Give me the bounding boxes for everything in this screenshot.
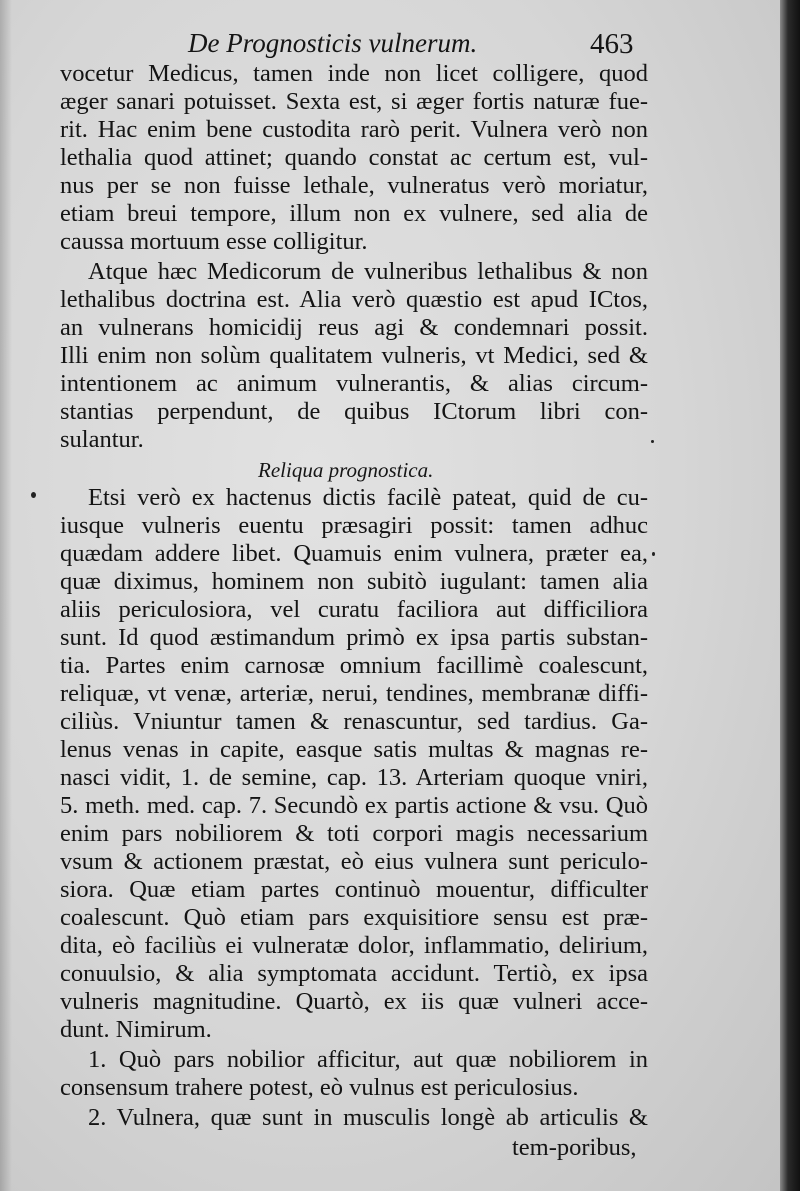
text-line: 2. Vulnera, quæ sunt in musculis longè ab articulis & — [88, 1104, 648, 1131]
text-line: 5. meth. med. cap. 7. Secundò ex partis actione & vsu. Quò — [60, 792, 648, 819]
running-title: De Prognosticis vulnerum. — [188, 28, 478, 58]
text-line: an vulnerans homicidij reus agi & condemnari possit. — [60, 314, 648, 341]
page-number: 463 — [590, 28, 634, 60]
text-line: nus per se non fuisse lethale, vulneratus verò moriatur, — [60, 172, 648, 199]
text-line: stantias perpendunt, de quibus ICtorum libri con- — [60, 398, 648, 425]
gutter-shadow — [0, 0, 12, 1191]
text-line: siora. Quæ etiam partes continuò mouentur, difficulter — [60, 876, 648, 903]
text-line: coalescunt. Quò etiam pars exquisitiore sensu est præ- — [60, 904, 648, 931]
section-subheading: Reliqua prognostica. — [258, 458, 434, 482]
text-line: etiam breui tempore, illum non ex vulnere, sed alia de — [60, 200, 648, 227]
text-line: iusque vulneris euentu præsagiri possit: tamen adhuc — [60, 512, 648, 539]
ink-speck — [651, 440, 654, 443]
catchword: tem-poribus, — [512, 1134, 637, 1161]
text-line: quæ diximus, hominem non subitò iugulant: tamen alia — [60, 568, 648, 595]
text-line: Etsi verò ex hactenus dictis facilè pateat, quid de cu- — [88, 484, 648, 511]
page-edge-shadow — [780, 0, 800, 1191]
text-line: caussa mortuum esse colligitur. — [60, 228, 368, 255]
text-line: vsum & actionem præstat, eò eius vulnera sunt periculo- — [60, 848, 648, 875]
text-line: rit. Hac enim bene custodita rarò perit. Vulnera verò non — [60, 116, 648, 143]
ink-speck — [652, 552, 655, 556]
text-line: 1. Quò pars nobilior afficitur, aut quæ nobiliorem in — [88, 1046, 648, 1073]
text-line: Illi enim non solùm qualitatem vulneris, vt Medici, sed & — [60, 342, 648, 369]
text-line: æger sanari potuisset. Sexta est, si æger fortis naturæ fue- — [60, 88, 648, 115]
text-line: sulantur. — [60, 426, 144, 453]
text-line: aliis periculosiora, vel curatu faciliora aut difficiliora — [60, 596, 648, 623]
ink-speck — [31, 492, 36, 498]
page-header — [60, 28, 660, 64]
text-line: consensum trahere potest, eò vulnus est periculosius. — [60, 1074, 579, 1101]
text-line: lenus venas in capite, easque satis multas & magnas re- — [60, 736, 648, 763]
text-line: vocetur Medicus, tamen inde non licet colligere, quod — [60, 60, 648, 87]
text-line: intentionem ac animum vulnerantis, & alias circum- — [60, 370, 648, 397]
text-line: enim pars nobiliorem & toti corpori magis necessarium — [60, 820, 648, 847]
text-line: lethalibus doctrina est. Alia verò quæstio est apud ICtos, — [60, 286, 648, 313]
text-line: conuulsio, & alia symptomata accidunt. Tertiò, ex ipsa — [60, 960, 648, 987]
text-line: quædam addere libet. Quamuis enim vulnera, præter ea, — [60, 540, 648, 567]
text-line: ciliùs. Vniuntur tamen & renascuntur, sed tardius. Ga- — [60, 708, 648, 735]
text-line: nasci vidit, 1. de semine, cap. 13. Arteriam quoque vniri, — [60, 764, 648, 791]
text-line: vulneris magnitudine. Quartò, ex iis quæ vulneri acce- — [60, 988, 648, 1015]
text-line: Atque hæc Medicorum de vulneribus lethalibus & non — [88, 258, 648, 285]
text-line: dita, eò faciliùs ei vulneratæ dolor, inflammatio, delirium, — [60, 932, 648, 959]
text-line: reliquæ, vt venæ, arteriæ, nerui, tendines, membranæ diffi- — [60, 680, 648, 707]
text-line: lethalia quod attinet; quando constat ac certum est, vul- — [60, 144, 648, 171]
text-line: tia. Partes enim carnosæ omnium facillimè coalescunt, — [60, 652, 648, 679]
text-line: dunt. Nimirum. — [60, 1016, 212, 1043]
text-line: sunt. Id quod æstimandum primò ex ipsa partis substan- — [60, 624, 648, 651]
